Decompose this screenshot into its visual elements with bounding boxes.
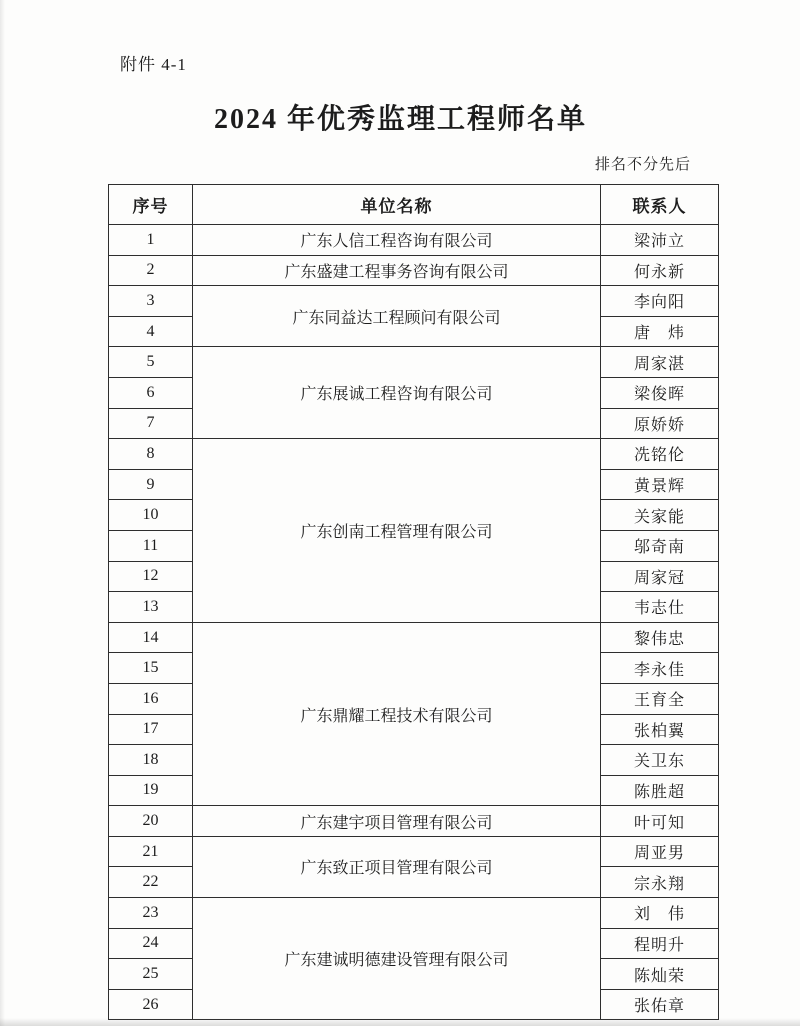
table-row [109, 836, 719, 867]
serial-number-cell: 22 [109, 867, 193, 898]
serial-number-cell: 24 [109, 928, 193, 959]
order-note: 排名不分先后 [594, 157, 691, 173]
serial-number-cell: 3 [109, 286, 193, 317]
serial-number-cell: 12 [109, 561, 193, 592]
contact-person-cell: 宗永翔 [601, 867, 719, 898]
attachment-label: 附件 4-1 [120, 55, 187, 74]
contact-person-cell: 周家湛 [601, 347, 719, 378]
serial-number-cell: 21 [109, 836, 193, 867]
contact-person-cell: 黄景辉 [601, 469, 719, 500]
serial-number-cell: 4 [109, 316, 193, 347]
serial-number-cell: 7 [109, 408, 193, 439]
company-name-cell: 广东建诚明德建设管理有限公司 [193, 898, 601, 1020]
contact-person-cell: 李永佳 [601, 653, 719, 684]
contact-person-cell: 李向阳 [601, 286, 719, 317]
serial-number-cell: 10 [109, 500, 193, 531]
contact-person-cell: 刘 伟 [601, 898, 719, 929]
serial-number-cell: 23 [109, 898, 193, 929]
page-title: 2024 年优秀监理工程师名单 [213, 104, 587, 135]
serial-number-cell: 15 [109, 653, 193, 684]
contact-person-cell: 梁俊晖 [601, 377, 719, 408]
table-body [109, 225, 719, 1020]
contact-person-cell: 王育全 [601, 683, 719, 714]
contact-person-cell: 梁沛立 [601, 225, 719, 256]
contact-person-cell: 关卫东 [601, 745, 719, 776]
table-row [109, 347, 719, 378]
serial-number-cell: 11 [109, 530, 193, 561]
serial-number-cell: 18 [109, 745, 193, 776]
table-header-row [109, 185, 719, 225]
contact-person-cell: 何永新 [601, 255, 719, 286]
header-company-name: 单位名称 [193, 185, 601, 225]
contact-person-cell: 韦志仕 [601, 592, 719, 623]
header-serial-number: 序号 [109, 185, 193, 225]
serial-number-cell: 26 [109, 989, 193, 1020]
serial-number-cell: 25 [109, 959, 193, 990]
table-row [109, 622, 719, 653]
contact-person-cell: 黎伟忠 [601, 622, 719, 653]
company-name-cell: 广东建宇项目管理有限公司 [193, 806, 601, 837]
serial-number-cell: 5 [109, 347, 193, 378]
table-row [109, 225, 719, 256]
serial-number-cell: 2 [109, 255, 193, 286]
contact-person-cell: 关家能 [601, 500, 719, 531]
table-row [109, 806, 719, 837]
company-name-cell: 广东盛建工程事务咨询有限公司 [193, 255, 601, 286]
table-row [109, 439, 719, 470]
contact-person-cell: 张柏翼 [601, 714, 719, 745]
serial-number-cell: 13 [109, 592, 193, 623]
serial-number-cell: 14 [109, 622, 193, 653]
contact-person-cell: 唐 炜 [601, 316, 719, 347]
company-name-cell: 广东同益达工程顾问有限公司 [193, 286, 601, 347]
contact-person-cell: 周家冠 [601, 561, 719, 592]
engineer-roster-table [108, 184, 719, 1020]
serial-number-cell: 6 [109, 377, 193, 408]
contact-person-cell: 程明升 [601, 928, 719, 959]
company-name-cell: 广东致正项目管理有限公司 [193, 836, 601, 897]
contact-person-cell: 周亚男 [601, 836, 719, 867]
company-name-cell: 广东鼎耀工程技术有限公司 [193, 622, 601, 806]
serial-number-cell: 8 [109, 439, 193, 470]
company-name-cell: 广东人信工程咨询有限公司 [193, 225, 601, 256]
contact-person-cell: 叶可知 [601, 806, 719, 837]
serial-number-cell: 16 [109, 683, 193, 714]
contact-person-cell: 冼铭伦 [601, 439, 719, 470]
contact-person-cell: 张佑章 [601, 989, 719, 1020]
contact-person-cell: 邬奇南 [601, 530, 719, 561]
contact-person-cell: 陈灿荣 [601, 959, 719, 990]
contact-person-cell: 原娇娇 [601, 408, 719, 439]
serial-number-cell: 19 [109, 775, 193, 806]
serial-number-cell: 17 [109, 714, 193, 745]
company-name-cell: 广东创南工程管理有限公司 [193, 439, 601, 623]
serial-number-cell: 9 [109, 469, 193, 500]
table-row [109, 255, 719, 286]
table-row [109, 286, 719, 317]
header-contact-person: 联系人 [601, 185, 719, 225]
table-row [109, 898, 719, 929]
serial-number-cell: 20 [109, 806, 193, 837]
serial-number-cell: 1 [109, 225, 193, 256]
company-name-cell: 广东展诚工程咨询有限公司 [193, 347, 601, 439]
contact-person-cell: 陈胜超 [601, 775, 719, 806]
